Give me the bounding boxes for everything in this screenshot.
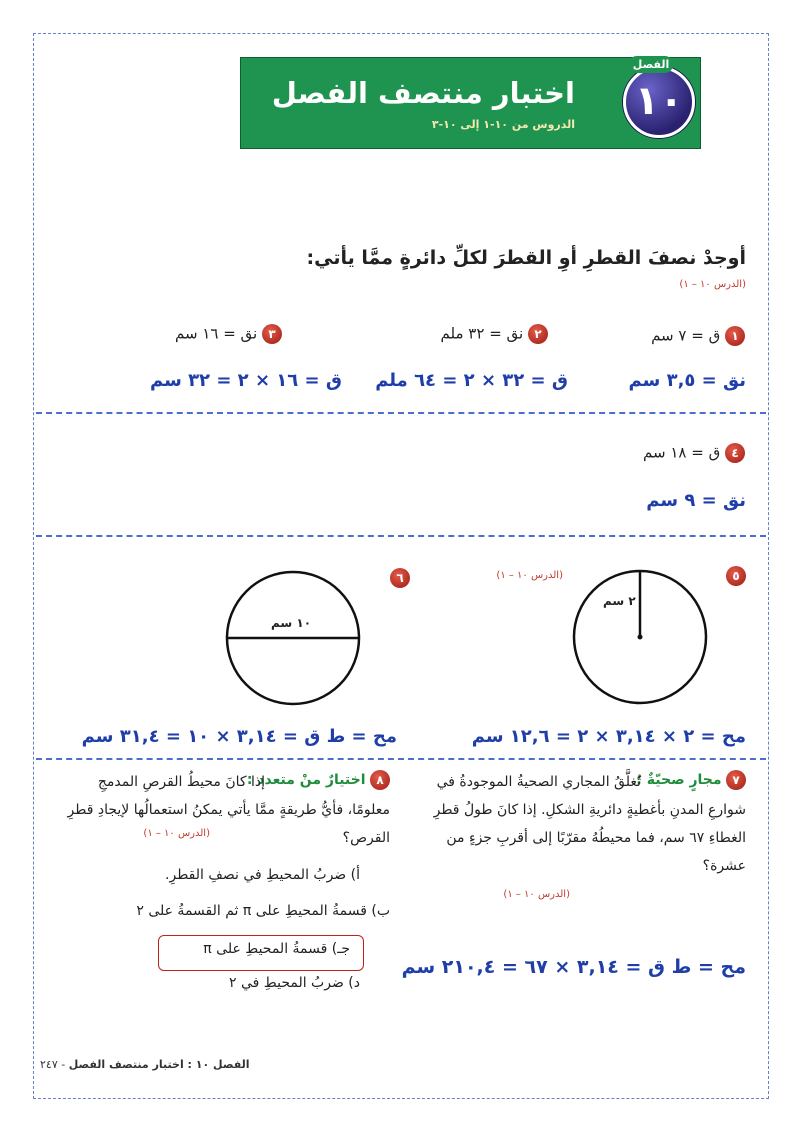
problem-number-2: ٢ <box>528 324 548 344</box>
problem-5-answer: مح = ٢ × ٣,١٤ × ٢ = ١٢,٦ سم <box>471 726 746 747</box>
problem-8-ref: (الدرس ١٠ – ١) <box>143 828 210 839</box>
problem-number-6: ٦ <box>390 568 410 588</box>
problem-3-given: نق = ١٦ سم <box>174 324 258 343</box>
problem-number-3: ٣ <box>262 324 282 344</box>
choice-c: جـ) قسمةُ المحيطِ على π <box>203 941 350 957</box>
page-frame <box>33 33 769 1099</box>
problem-5 <box>726 566 746 586</box>
problem-2 <box>441 324 548 344</box>
problem-2-answer: ق = ٣٢ × ٢ = ٦٤ ملم <box>375 370 568 391</box>
problem-7-heading: مجارٍ صحيّةٌ : <box>636 772 722 788</box>
problem-7-ref: (الدرس ١٠ – ١) <box>503 889 570 900</box>
diameter-label-6: ١٠ سم <box>271 616 312 630</box>
problem-1-answer: نق = ٣,٥ سم <box>628 370 746 391</box>
circle-diagram-6 <box>218 570 368 710</box>
chapter-label: الفصل <box>629 56 673 73</box>
problem-number-5: ٥ <box>726 566 746 586</box>
page-footer: الفصل ١٠ : اختبار منتصف الفصل - ٢٤٧ <box>40 1058 250 1071</box>
banner-subtitle: الدروس من ١٠-١ إلى ١٠-٣ <box>431 118 575 131</box>
divider <box>36 412 766 414</box>
problem-4 <box>643 443 745 463</box>
problem-4-answer: نق = ٩ سم <box>646 490 746 511</box>
choice-b: ب) قسمةُ المحيطِ على π ثم القسمةُ على ٢ <box>136 903 390 919</box>
chapter-number: ١٠ <box>634 78 684 124</box>
problem-3 <box>175 324 282 344</box>
page-number: ٢٤٧ <box>40 1058 58 1071</box>
problem-number-7: ٧ <box>726 770 746 790</box>
instruction-text: أوجدْ نصفَ القطرِ أوِ القطرَ لكلِّ دائرةٍ ممَّا يأتي: <box>306 247 746 269</box>
problem-6-answer: مح = ط ق = ٣,١٤ × ١٠ = ٣١,٤ سم <box>81 726 397 747</box>
footer-text: الفصل ١٠ : اختبار منتصف الفصل <box>68 1058 250 1071</box>
choice-d: د) ضربُ المحيطِ في ٢ <box>229 975 360 991</box>
problem-number-4: ٤ <box>725 443 745 463</box>
problem-8-heading: اختيارٌ منْ متعدد : <box>246 772 366 788</box>
radius-label-5: ٢ سم <box>603 594 636 608</box>
banner-title: اختبار منتصف الفصل <box>271 76 575 110</box>
problem-number-8: ٨ <box>370 770 390 790</box>
problem-3-answer: ق = ١٦ × ٢ = ٣٢ سم <box>149 370 342 391</box>
divider <box>36 535 766 537</box>
problem-1-given: ق = ٧ سم <box>651 326 721 345</box>
problem-7-answer: مح = ط ق = ٣,١٤ × ٦٧ = ٢١٠,٤ سم <box>401 956 746 978</box>
divider <box>36 758 766 760</box>
problem-4-given: ق = ١٨ سم <box>643 443 721 462</box>
circle-diagram-5 <box>565 567 715 707</box>
problem-5-ref: (الدرس ١٠ – ١) <box>496 570 563 581</box>
problem-2-given: نق = ٣٢ ملم <box>440 324 524 343</box>
problem-8-text: إذا كانَ محيطُ القرصِ المدمجِ معلومًا، فأيُّ طريقةٍ ممَّا يأتي يمكنُ استعمالُها لإيجادِ قطرِ القرص؟ <box>67 774 390 846</box>
problem-1 <box>651 326 745 346</box>
problem-number-1: ١ <box>725 326 745 346</box>
choice-a: أ) ضربُ المحيطِ في نصفِ القطرِ. <box>165 867 360 883</box>
problem-6 <box>390 568 410 588</box>
instruction-ref: (الدرس ١٠ – ١) <box>679 279 746 290</box>
problem-7-text: تُغلَّقُ المجاري الصحيةُ الموجودةُ في شوارعِ المدنِ بأغطيةٍ دائريةِ الشكلِ. إذا كانَ طولُ قطرِ الغطاءِ ٦٧ سم، فما محيطُهُ مقرّبًا إلى أقربِ جزءٍ من عشرة؟ <box>433 774 746 874</box>
